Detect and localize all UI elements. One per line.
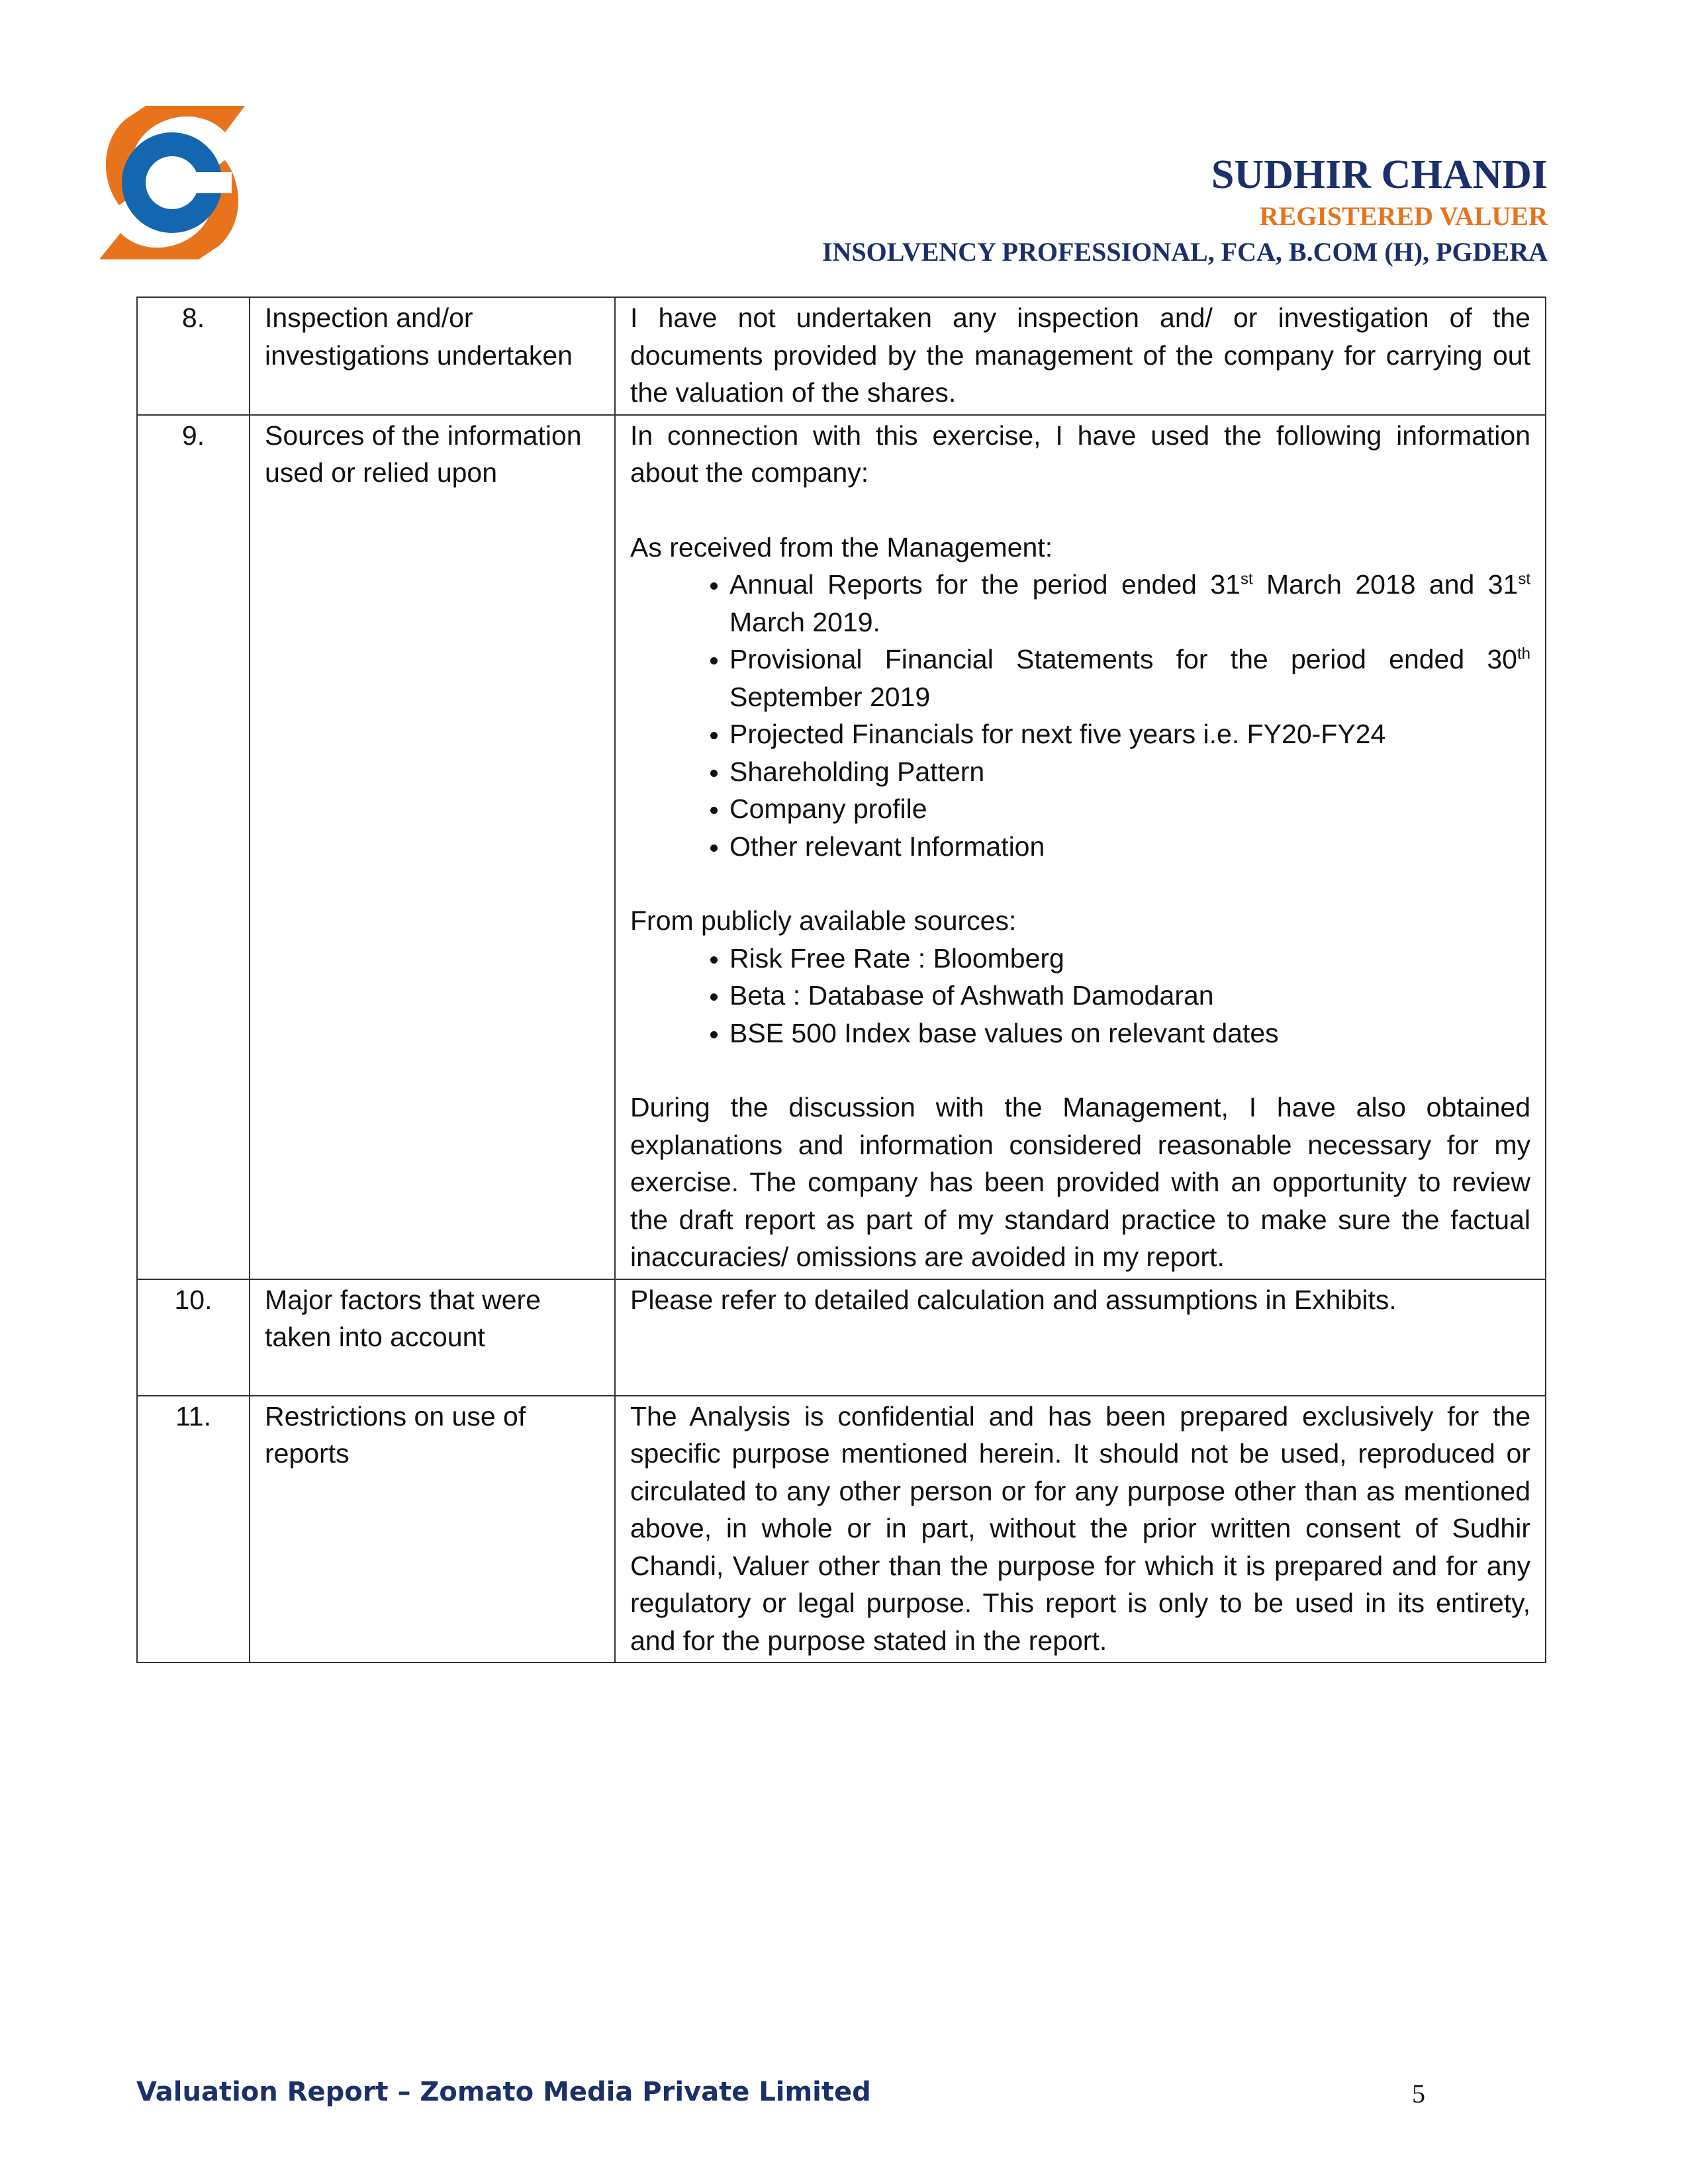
list-item: • BSE 500 Index base values on relevant dates [729, 1015, 1530, 1052]
list-item: • Beta : Database of Ashwath Damodaran [729, 977, 1530, 1015]
public-sources-list [630, 940, 1530, 1052]
sources-closing: During the discussion with the Management, I have also obtained explanations and information considered reasonable necessary for my exercise. The company has been provided with an opportunity to review the draft report as part of my standard practice to make sure the factual inaccuracies/ omissions are avoided in my report. [630, 1092, 1530, 1272]
list-item: • Annual Reports for the period ended 31st March 2018 and 31st March 2019. [729, 566, 1530, 641]
sc-monogram-logo [99, 106, 245, 259]
row-label: Inspection and/or investigations undertaken [250, 297, 615, 415]
management-sources-list [630, 566, 1530, 865]
letterhead [822, 151, 1548, 270]
table-row [137, 1279, 1546, 1396]
list-item: • Shareholding Pattern [729, 753, 1530, 791]
row-number: 9. [137, 415, 250, 1279]
list-item: • Risk Free Rate : Bloomberg [729, 940, 1530, 978]
row-number: 10. [137, 1279, 250, 1396]
row-label: Major factors that were taken into account [250, 1279, 615, 1396]
public-sources-heading: From publicly available sources: [630, 905, 1017, 936]
row-label: Sources of the information used or relied upon [250, 415, 615, 1279]
row-number: 11. [137, 1396, 250, 1663]
sources-intro: In connection with this exercise, I have used the following information about the company: [630, 420, 1530, 488]
valuer-name: SUDHIR CHANDI [1211, 152, 1548, 197]
report-details-table [136, 296, 1546, 1663]
table-row [137, 415, 1546, 1279]
valuer-role: REGISTERED VALUER [1259, 201, 1548, 231]
row-detail [615, 415, 1546, 1279]
table-row [137, 1396, 1546, 1663]
row-detail: The Analysis is confidential and has been prepared exclusively for the specific purpose mentioned herein. It should not be used, reproduced or circulated to any other person or for any purpose other than as mentioned above, in whole or in part, without the prior written consent of Sudhir Chandi, Valuer other than the purpose for which it is prepared and for any regulatory or legal purpose. This report is only to be used in its entirety, and for the purpose stated in the report. [615, 1396, 1546, 1663]
row-label: Restrictions on use of reports [250, 1396, 615, 1663]
valuer-qualifications: INSOLVENCY PROFESSIONAL, FCA, B.COM (H), PGDERA [821, 237, 1548, 267]
list-item: • Company profile [729, 790, 1530, 828]
table-row [137, 297, 1546, 415]
list-item: • Projected Financials for next five years i.e. FY20-FY24 [729, 715, 1530, 753]
management-sources-heading: As received from the Management: [630, 531, 1053, 563]
page-number: 5 [1412, 2079, 1425, 2109]
footer-report-title: Valuation Report – Zomato Media Private Limited [136, 2077, 871, 2107]
row-number: 8. [137, 297, 250, 415]
list-item: • Other relevant Information [729, 828, 1530, 866]
row-detail: Please refer to detailed calculation and assumptions in Exhibits. [615, 1279, 1546, 1396]
row-detail: I have not undertaken any inspection and/ or investigation of the documents provided by the management of the company for carrying out the valuation of the shares. [615, 297, 1546, 415]
list-item: • Provisional Financial Statements for the period ended 30th September 2019 [729, 641, 1530, 715]
